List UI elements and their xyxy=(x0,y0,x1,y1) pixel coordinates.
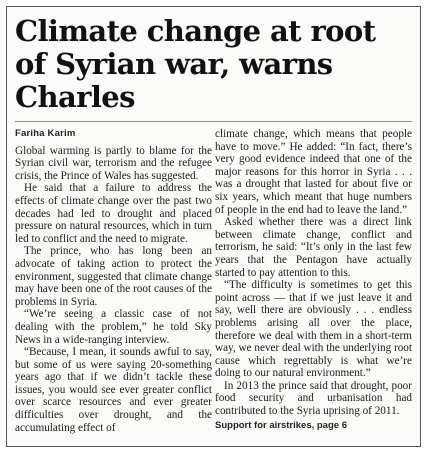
paragraph-continuation: climate change, which means that people have to move.” He added: “In fact, there’s very good evidence indeed that one of the major reasons for this horror in Syria . . . was a drought that lasted for about five or six years, which meant that huge numbers of people in the end had to leave the land.” xyxy=(215,128,412,216)
paragraph: Global warming is partly to blame for the Syrian civil war, terrorism and the refugee crisis, the Prince of Wales has suggested. xyxy=(15,144,212,182)
cross-reference: Support for airstrikes, page 6 xyxy=(215,419,347,431)
newspaper-clipping xyxy=(6,6,421,447)
paragraph: “The difficulty is sometimes to get this point across — that if we just leave it and say, well there are obviously . . . endless problems arising all over the place, therefore we deal with them in a short-term way, we never deal with the underlying root cause which regrettably is what we’re doing to our natural environment.” xyxy=(215,279,412,380)
paragraph: “We’re seeing a classic case of not dealing with the problem,” he told Sky News in a wide-ranging interview. xyxy=(15,308,212,346)
headline: Climate change at root of Syrian war, warns Charles xyxy=(15,14,376,114)
paragraph: Asked whether there was a direct link between climate change, conflict and terrorism, he said: “It’s only in the last few years that the Pentagon have actually started to pay attention to this. xyxy=(215,216,412,279)
headline-divider xyxy=(15,121,412,122)
paragraph: “Because, I mean, it sounds awful to say, but some of us were saying 20-something years ago that if we didn’t tackle these issues, you would see ever greater conflict over scarce resources and ever greater difficulties over drought, and the accumulating effect of xyxy=(15,346,212,434)
byline: Fariha Karim xyxy=(15,128,76,139)
paragraph: He said that a failure to address the effects of climate change over the past two decades had led to drought and placed pressure on natural resources, which in turn led to conflict and the need to migrate. xyxy=(15,182,212,245)
right-column xyxy=(215,128,412,434)
left-column xyxy=(15,128,212,434)
paragraph: The prince, who has long been an advocate of taking action to protect the environment, suggested that climate change may have been one of the root causes of the problems in Syria. xyxy=(15,245,212,308)
paragraph: In 2013 the prince said that drought, poor food security and urbanisation had contributed to the Syria uprising of 2011. xyxy=(215,379,412,418)
article-body xyxy=(15,128,412,434)
